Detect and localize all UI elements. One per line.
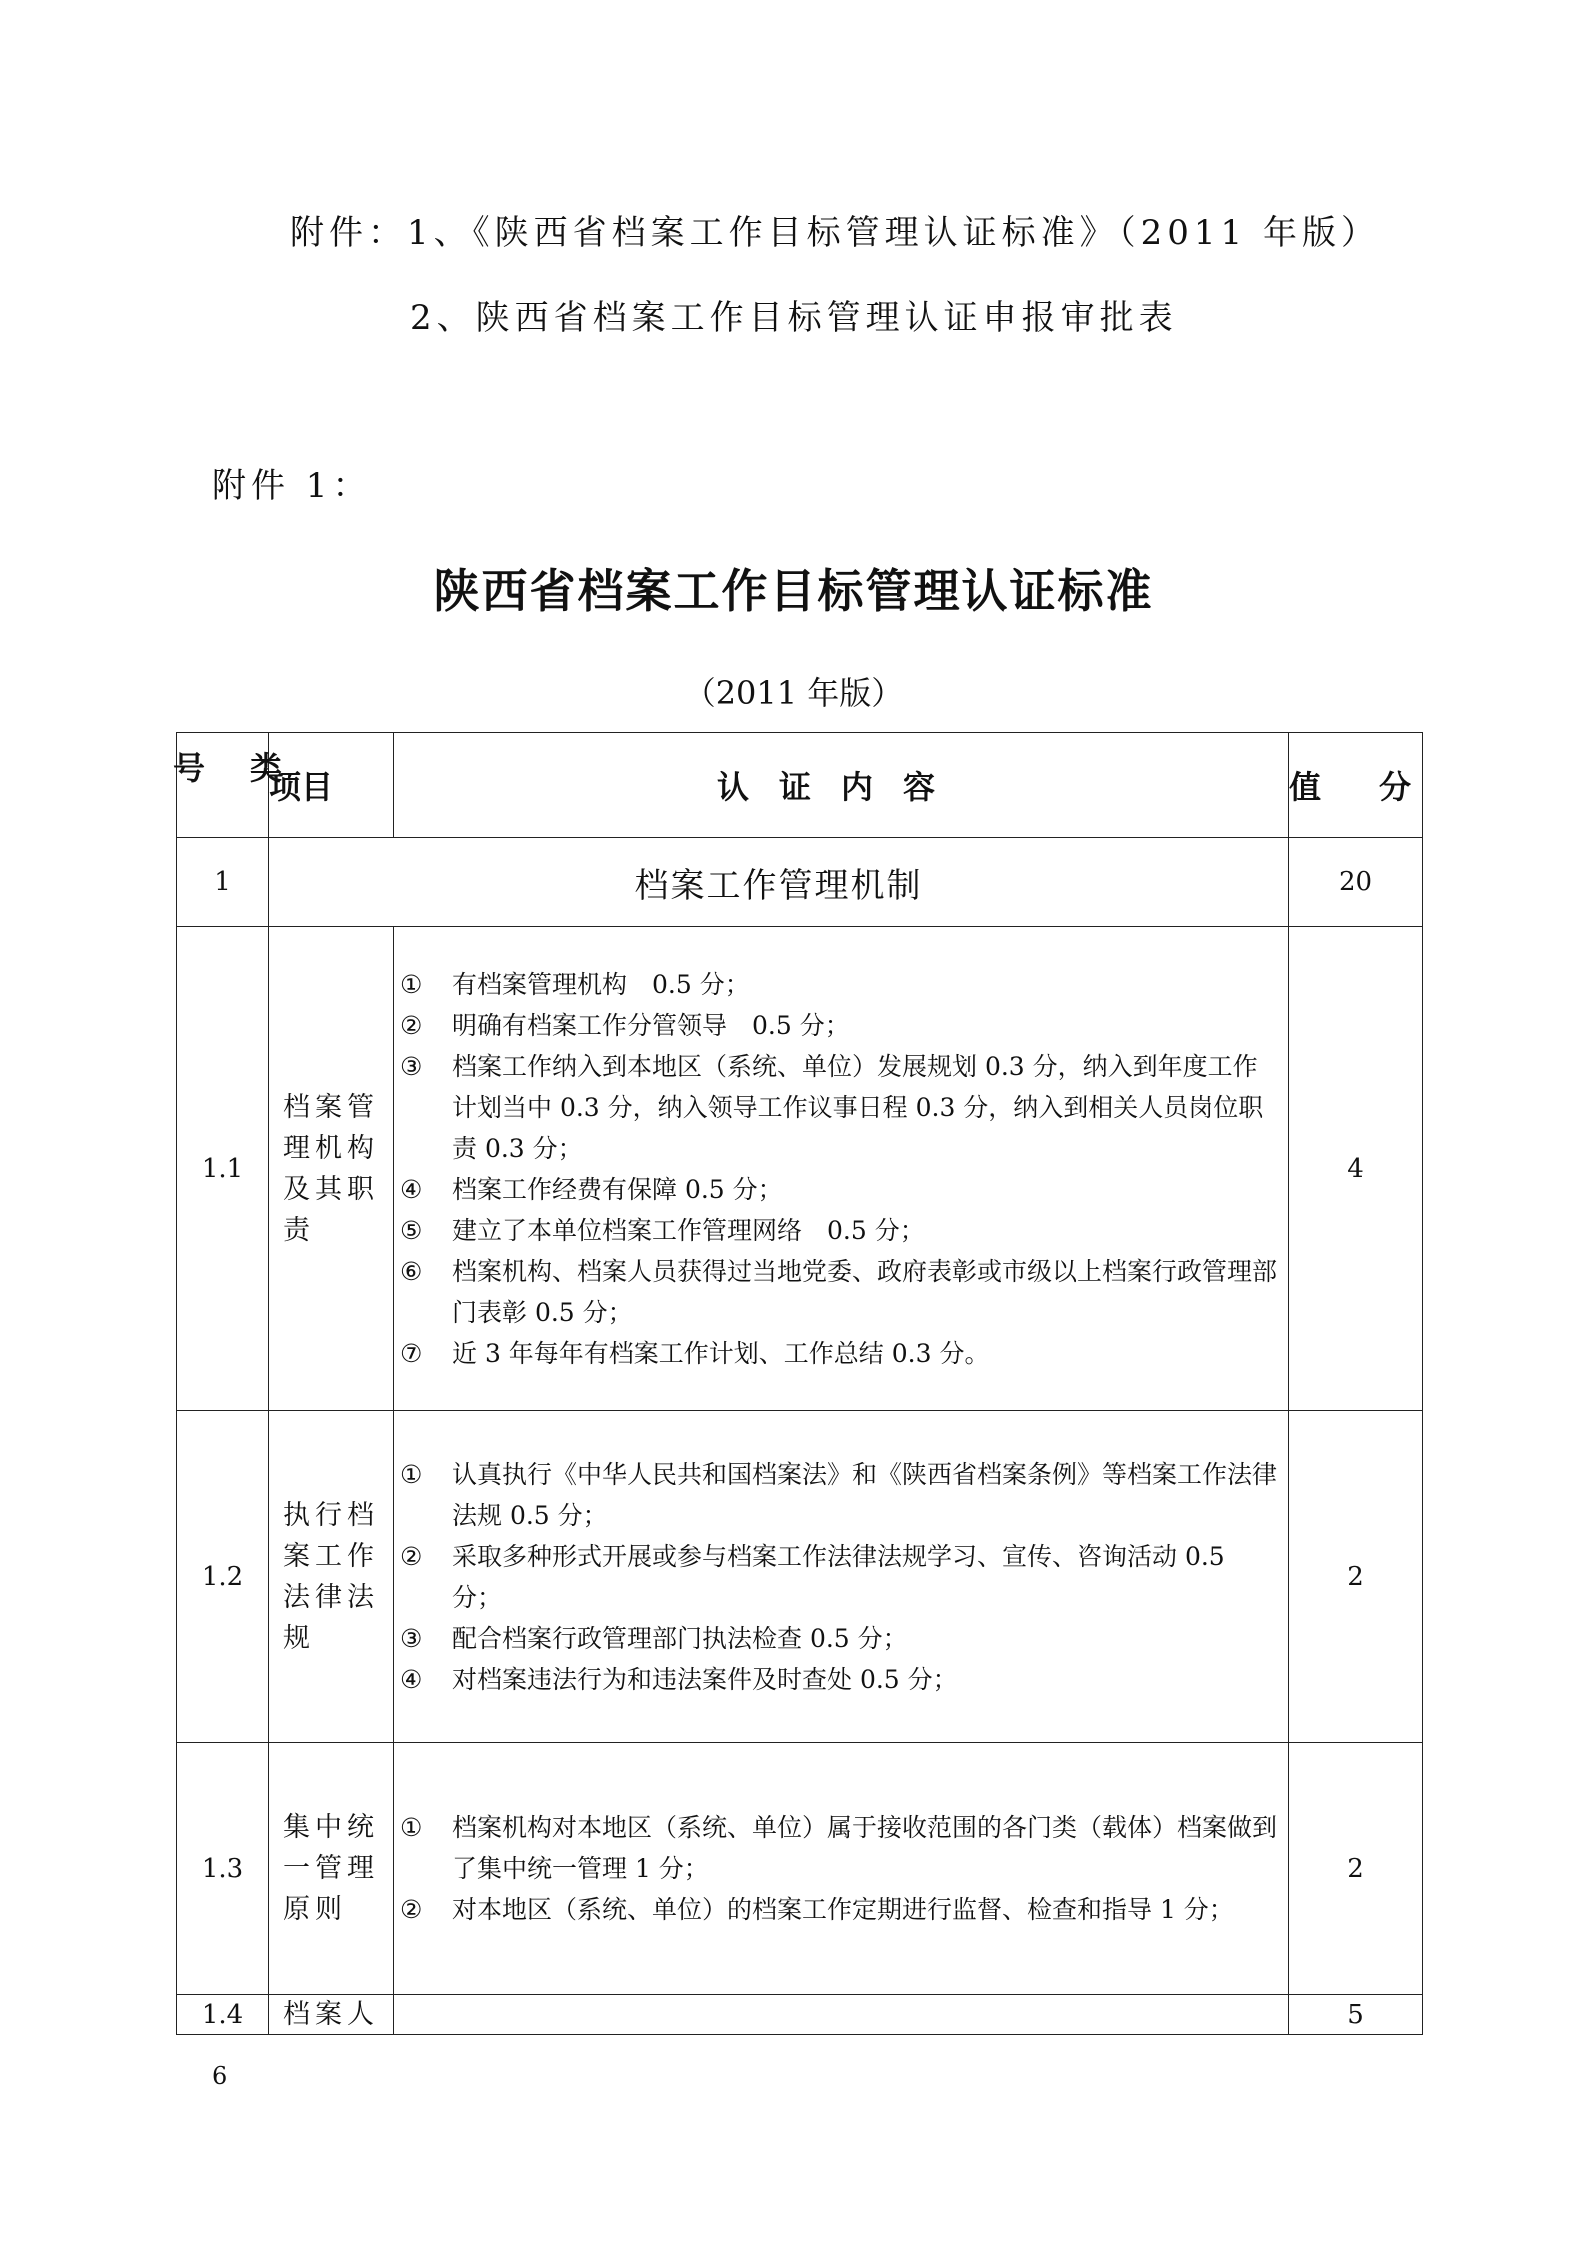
criterion-item (400, 1251, 1282, 1333)
header-score (1289, 733, 1423, 838)
attachment-line-1: 附件：1、《陕西省档案工作目标管理认证标准》（2011 年版） (290, 213, 1380, 253)
criterion-marker: ① (400, 969, 423, 999)
criterion-text: 采取多种形式开展或参与档案工作法律法规学习、宣传、咨询活动 0.5 分； (452, 1541, 1225, 1612)
header-number-part-a: 号 (173, 749, 206, 787)
row-number: 1.4 (177, 1995, 269, 2035)
header-content: 认证内容 (394, 733, 1289, 838)
page-number: 6 (212, 2062, 228, 2090)
header-score-part-b: 分 (1379, 768, 1412, 806)
table-header-row (177, 733, 1423, 838)
criterion-item (400, 1659, 1282, 1700)
criterion-text: 认真执行《中华人民共和国档案法》和《陕西省档案条例》等档案工作法律法规 0.5 分； (452, 1459, 1278, 1530)
criterion-marker: ⑦ (400, 1338, 423, 1368)
criterion-marker: ② (400, 1010, 423, 1040)
table-row (177, 1411, 1423, 1743)
criterion-item (400, 964, 1282, 1005)
section-row (177, 838, 1423, 927)
row-score: 5 (1289, 1995, 1423, 2035)
attachment-label: 附件 1： (212, 466, 372, 506)
criterion-marker: ② (400, 1895, 423, 1924)
row-criteria (394, 1411, 1289, 1743)
header-item: 项目 (269, 733, 394, 838)
criterion-text: 档案工作经费有保障 0.5 分； (452, 1174, 783, 1204)
criterion-text: 档案工作纳入到本地区（系统、单位）发展规划 0.3 分，纳入到年度工作计划当中 0.3 分，纳入领导工作议事日程 0.3 分，纳入到相关人员岗位职责 0.3 分； (452, 1051, 1264, 1163)
criterion-item (400, 1618, 1282, 1659)
row-number: 1.1 (177, 927, 269, 1411)
criterion-marker: ① (400, 1459, 423, 1489)
section-name: 档案工作管理机制 (269, 838, 1289, 927)
section-score: 20 (1289, 838, 1423, 927)
criterion-marker: ② (400, 1541, 423, 1571)
row-item: 档案人 (269, 1995, 394, 2035)
criterion-marker: ⑤ (400, 1215, 423, 1245)
criterion-marker: ① (400, 1813, 423, 1842)
criterion-item (400, 1210, 1282, 1251)
header-number-part-b: 类 (249, 749, 282, 787)
document-title: 陕西省档案工作目标管理认证标准 (433, 564, 1154, 618)
table-row (177, 1743, 1423, 1995)
document-subtitle: （2011 年版） (683, 674, 904, 712)
row-criteria (394, 927, 1289, 1411)
row-number: 1.3 (177, 1743, 269, 1995)
criterion-text: 有档案管理机构 0.5 分； (452, 969, 750, 999)
row-item: 档案管理机构及其职责 (269, 927, 394, 1411)
criterion-marker: ④ (400, 1174, 423, 1204)
section-number: 1 (177, 838, 269, 927)
criterion-marker: ③ (400, 1051, 423, 1081)
row-item: 执行档案工作法律法规 (269, 1411, 394, 1743)
header-score-part-a: 值 (1289, 768, 1322, 806)
table-row (177, 1995, 1423, 2035)
criterion-item (400, 1454, 1282, 1536)
criterion-item (400, 1889, 1282, 1930)
criterion-item (400, 1536, 1282, 1618)
criterion-item (400, 1169, 1282, 1210)
standards-table (173, 732, 1423, 2035)
criterion-text: 对本地区（系统、单位）的档案工作定期进行监督、检查和指导 1 分； (452, 1895, 1234, 1924)
row-score: 2 (1289, 1411, 1423, 1743)
header-number (173, 733, 282, 838)
criterion-marker: ③ (400, 1623, 423, 1653)
criterion-text: 建立了本单位档案工作管理网络 0.5 分； (452, 1215, 925, 1245)
criterion-text: 对档案违法行为和违法案件及时查处 0.5 分； (452, 1664, 958, 1694)
criterion-text: 近 3 年每年有档案工作计划、工作总结 0.3 分。 (452, 1338, 990, 1368)
criterion-item (400, 1333, 1282, 1374)
criterion-item (400, 1807, 1282, 1889)
criterion-item (400, 1046, 1282, 1169)
criterion-marker: ④ (400, 1664, 423, 1694)
table-row (177, 927, 1423, 1411)
criterion-text: 档案机构、档案人员获得过当地党委、政府表彰或市级以上档案行政管理部门表彰 0.5 分； (452, 1256, 1278, 1327)
criterion-marker: ⑥ (400, 1256, 423, 1286)
criterion-text: 明确有档案工作分管领导 0.5 分； (452, 1010, 850, 1040)
row-item: 集中统一管理原则 (269, 1743, 394, 1995)
criterion-text: 配合档案行政管理部门执法检查 0.5 分； (452, 1623, 908, 1653)
row-score: 4 (1289, 927, 1423, 1411)
row-score: 2 (1289, 1743, 1423, 1995)
row-criteria (394, 1995, 1289, 2035)
row-criteria (394, 1743, 1289, 1995)
row-number: 1.2 (177, 1411, 269, 1743)
criterion-item (400, 1005, 1282, 1046)
criterion-text: 档案机构对本地区（系统、单位）属于接收范围的各门类（载体）档案做到了集中统一管理 1 分； (452, 1813, 1278, 1883)
attachment-line-2: 2、陕西省档案工作目标管理认证申报审批表 (410, 298, 1178, 338)
